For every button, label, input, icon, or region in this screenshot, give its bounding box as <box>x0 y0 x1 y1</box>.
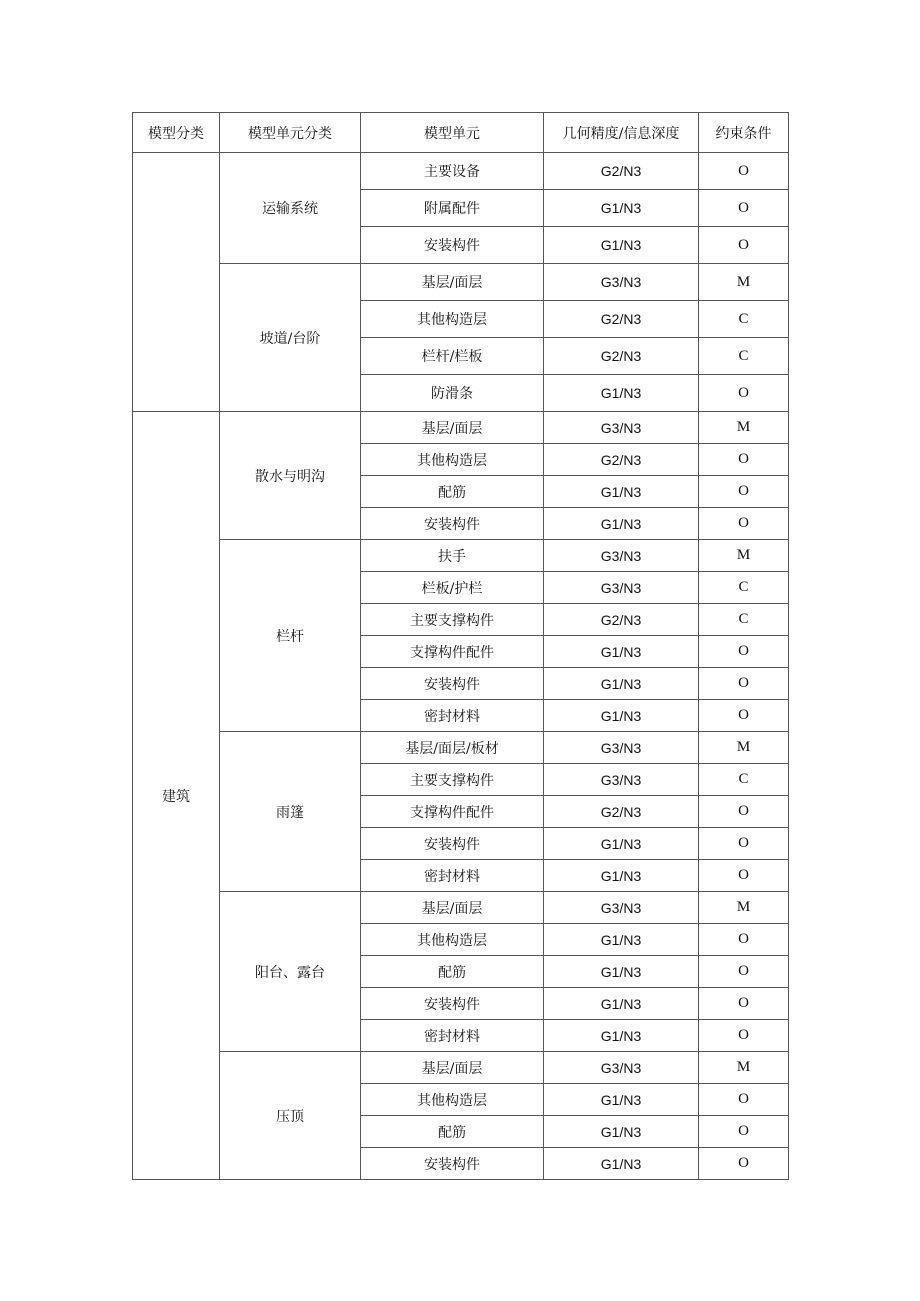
precision-cell: G1/N3 <box>544 375 699 412</box>
constraint-cell: O <box>699 860 789 892</box>
constraint-cell: C <box>699 764 789 796</box>
constraint-cell: O <box>699 1020 789 1052</box>
table-row <box>133 732 789 764</box>
table-body <box>133 153 789 1180</box>
constraint-cell: O <box>699 476 789 508</box>
precision-cell: G1/N3 <box>544 668 699 700</box>
model-unit-cell: 其他构造层 <box>361 444 544 476</box>
header-constraint: 约束条件 <box>699 113 789 153</box>
constraint-cell: M <box>699 412 789 444</box>
constraint-cell: O <box>699 153 789 190</box>
table-row <box>133 153 789 190</box>
model-unit-cell: 主要支撑构件 <box>361 764 544 796</box>
unit-category-cell: 雨篷 <box>220 732 361 892</box>
constraint-cell: M <box>699 264 789 301</box>
constraint-cell: O <box>699 375 789 412</box>
precision-cell: G2/N3 <box>544 338 699 375</box>
constraint-cell: O <box>699 227 789 264</box>
model-category-cell: 建筑 <box>133 412 220 1180</box>
precision-cell: G3/N3 <box>544 732 699 764</box>
constraint-cell: O <box>699 1084 789 1116</box>
precision-cell: G3/N3 <box>544 412 699 444</box>
constraint-cell: O <box>699 636 789 668</box>
header-precision-depth: 几何精度/信息深度 <box>544 113 699 153</box>
unit-category-cell: 阳台、露台 <box>220 892 361 1052</box>
model-unit-cell: 配筋 <box>361 956 544 988</box>
model-unit-cell: 其他构造层 <box>361 924 544 956</box>
model-unit-cell: 基层/面层 <box>361 264 544 301</box>
model-unit-cell: 支撑构件配件 <box>361 796 544 828</box>
precision-cell: G2/N3 <box>544 796 699 828</box>
constraint-cell: M <box>699 540 789 572</box>
precision-cell: G1/N3 <box>544 924 699 956</box>
model-unit-cell: 密封材料 <box>361 700 544 732</box>
constraint-cell: C <box>699 301 789 338</box>
model-category-cell <box>133 153 220 412</box>
precision-cell: G3/N3 <box>544 892 699 924</box>
constraint-cell: O <box>699 1148 789 1180</box>
model-unit-cell: 密封材料 <box>361 1020 544 1052</box>
precision-cell: G1/N3 <box>544 700 699 732</box>
constraint-cell: M <box>699 1052 789 1084</box>
table-row <box>133 412 789 444</box>
model-unit-cell: 栏板/护栏 <box>361 572 544 604</box>
precision-cell: G3/N3 <box>544 264 699 301</box>
precision-cell: G1/N3 <box>544 860 699 892</box>
header-row <box>133 113 789 153</box>
model-unit-cell: 安装构件 <box>361 668 544 700</box>
table-row <box>133 892 789 924</box>
table-row <box>133 264 789 301</box>
model-unit-cell: 安装构件 <box>361 828 544 860</box>
precision-cell: G1/N3 <box>544 1116 699 1148</box>
precision-cell: G3/N3 <box>544 540 699 572</box>
model-unit-cell: 安装构件 <box>361 988 544 1020</box>
constraint-cell: C <box>699 572 789 604</box>
model-unit-cell: 安装构件 <box>361 508 544 540</box>
table-row <box>133 1052 789 1084</box>
model-unit-cell: 基层/面层 <box>361 892 544 924</box>
model-unit-cell: 主要支撑构件 <box>361 604 544 636</box>
precision-cell: G1/N3 <box>544 476 699 508</box>
model-unit-cell: 主要设备 <box>361 153 544 190</box>
precision-cell: G1/N3 <box>544 1020 699 1052</box>
unit-category-cell: 坡道/台阶 <box>220 264 361 412</box>
model-unit-cell: 其他构造层 <box>361 1084 544 1116</box>
precision-cell: G1/N3 <box>544 636 699 668</box>
table-row <box>133 540 789 572</box>
precision-cell: G1/N3 <box>544 1084 699 1116</box>
precision-cell: G1/N3 <box>544 956 699 988</box>
precision-cell: G1/N3 <box>544 508 699 540</box>
model-unit-cell: 防滑条 <box>361 375 544 412</box>
precision-cell: G1/N3 <box>544 828 699 860</box>
constraint-cell: O <box>699 1116 789 1148</box>
constraint-cell: O <box>699 828 789 860</box>
constraint-cell: O <box>699 924 789 956</box>
constraint-cell: O <box>699 988 789 1020</box>
precision-cell: G2/N3 <box>544 444 699 476</box>
constraint-cell: O <box>699 190 789 227</box>
model-unit-cell: 安装构件 <box>361 227 544 264</box>
constraint-cell: O <box>699 444 789 476</box>
header-model-unit: 模型单元 <box>361 113 544 153</box>
constraint-cell: C <box>699 338 789 375</box>
precision-cell: G1/N3 <box>544 190 699 227</box>
precision-cell: G3/N3 <box>544 572 699 604</box>
precision-cell: G1/N3 <box>544 988 699 1020</box>
unit-category-cell: 压顶 <box>220 1052 361 1180</box>
model-unit-cell: 配筋 <box>361 1116 544 1148</box>
precision-cell: G2/N3 <box>544 604 699 636</box>
model-spec-table <box>132 112 789 1180</box>
model-unit-cell: 扶手 <box>361 540 544 572</box>
model-unit-cell: 支撑构件配件 <box>361 636 544 668</box>
constraint-cell: O <box>699 668 789 700</box>
model-unit-cell: 栏杆/栏板 <box>361 338 544 375</box>
model-unit-cell: 基层/面层 <box>361 412 544 444</box>
model-unit-cell: 附属配件 <box>361 190 544 227</box>
unit-category-cell: 散水与明沟 <box>220 412 361 540</box>
constraint-cell: M <box>699 732 789 764</box>
precision-cell: G2/N3 <box>544 153 699 190</box>
constraint-cell: O <box>699 508 789 540</box>
precision-cell: G1/N3 <box>544 227 699 264</box>
precision-cell: G3/N3 <box>544 1052 699 1084</box>
constraint-cell: O <box>699 956 789 988</box>
precision-cell: G1/N3 <box>544 1148 699 1180</box>
model-unit-cell: 基层/面层 <box>361 1052 544 1084</box>
constraint-cell: O <box>699 700 789 732</box>
precision-cell: G3/N3 <box>544 764 699 796</box>
precision-cell: G2/N3 <box>544 301 699 338</box>
model-unit-cell: 密封材料 <box>361 860 544 892</box>
unit-category-cell: 栏杆 <box>220 540 361 732</box>
unit-category-cell: 运输系统 <box>220 153 361 264</box>
constraint-cell: C <box>699 604 789 636</box>
constraint-cell: O <box>699 796 789 828</box>
model-unit-cell: 其他构造层 <box>361 301 544 338</box>
constraint-cell: M <box>699 892 789 924</box>
header-unit-category: 模型单元分类 <box>220 113 361 153</box>
header-model-category: 模型分类 <box>133 113 220 153</box>
model-unit-cell: 配筋 <box>361 476 544 508</box>
model-unit-cell: 基层/面层/板材 <box>361 732 544 764</box>
model-unit-cell: 安装构件 <box>361 1148 544 1180</box>
